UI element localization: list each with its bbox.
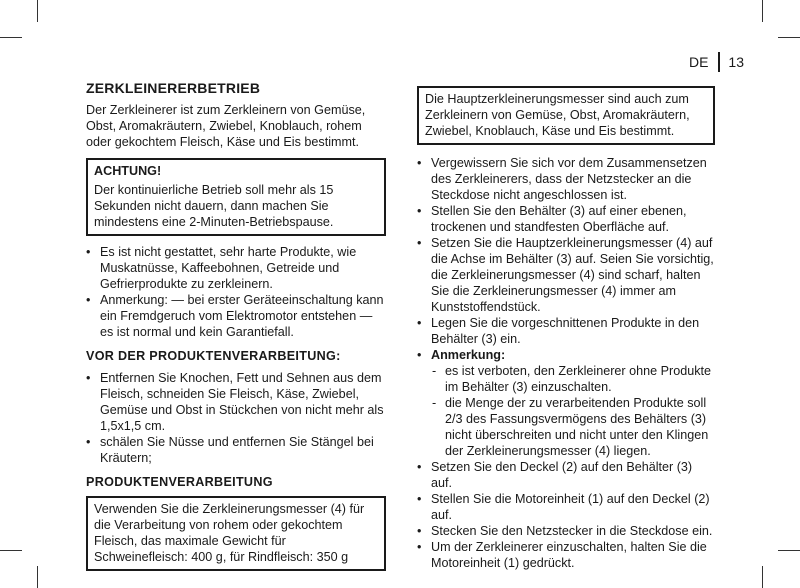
crop-mark [37,566,38,588]
list-item: • Entfernen Sie Knochen, Fett und Sehnen aus dem Fleisch, schneiden Sie Fleisch, Käse, Zwiebel, Gemüse und Obst in Stückchen von nicht mehr als 1,5x1,5 cm. [86,370,386,434]
bullet-list-2 [86,370,386,466]
info-box [86,496,386,571]
list-item: • schälen Sie Nüsse und entfernen Sie Stängel bei Kräutern; [86,434,386,466]
page-number: 13 [728,54,744,70]
section-title: ZERKLEINERERBETRIEB [86,80,261,96]
sub-list-item: - es ist verboten, den Zerkleinerer ohne Produkte im Behälter (3) einzuschalten. [431,363,715,395]
sub-list-item: - die Menge der zu verarbeitenden Produkte soll 2/3 des Fassungsvermögens des Behälters (3) nicht überschreiten und nicht unter den Klingen der Zerkleinerungsmesser (4) liegen. [431,395,715,459]
list-item: • Legen Sie die vorgeschnittenen Produkte in den Behälter (3) ein. [417,315,715,347]
crop-mark [762,566,763,588]
note-label: Anmerkung: [431,348,506,362]
left-column [86,76,386,579]
crop-mark [778,37,800,38]
crop-mark [778,550,800,551]
warning-box [86,158,386,236]
crop-mark [37,0,38,22]
intro-paragraph: Der Zerkleinerer ist zum Zerkleinern von Gemüse, Obst, Aromakräutern, Zwiebel, Knoblauch, rohem oder gekochtem Fleisch, Käse und Eis bestimmt. [86,103,366,149]
page-header [689,52,744,72]
list-item: • Vergewissern Sie sich vor dem Zusammensetzen des Zerkleinerers, dass der Netzstecker an die Steckdose nicht angeschlossen ist. [417,155,715,203]
list-item [417,347,715,459]
list-item: • Stellen Sie den Behälter (3) auf einer ebenen, trockenen und standfesten Oberfläche auf. [417,203,715,235]
header-divider [718,52,720,72]
list-item: • Setzen Sie den Deckel (2) auf den Behälter (3) auf. [417,459,715,491]
list-item: • Um der Zerkleinerer einzuschalten, halten Sie die Motoreinheit (1) gedrückt. [417,539,715,571]
list-item: • Setzen Sie die Hauptzerkleinerungsmesser (4) auf die Achse im Behälter (3) auf. Seien Sie vorsichtig, die Zerkleinerungsmesser (4) sind scharf, halten Sie die Zerkleinerungsmesser (4) immer am Kunststoffendstück. [417,235,715,315]
subheading-preparation: VOR DER PRODUKTENVERARBEITUNG: [86,349,341,363]
info-box [417,86,715,145]
crop-mark [0,550,22,551]
info-box-text: Die Hauptzerkleinerungsmesser sind auch zum Zerkleinern von Gemüse, Obst, Aromakräutern, Zwiebel, Knoblauch, Käse und Eis bestimmt. [425,92,690,138]
subheading-processing: PRODUKTENVERARBEITUNG [86,475,273,489]
crop-mark [762,0,763,22]
list-item: • Es ist nicht gestattet, sehr harte Produkte, wie Muskatnüsse, Kaffeebohnen, Getreide und Gefrierprodukte zu zerkleinern. [86,244,386,292]
crop-mark [0,37,22,38]
list-item: • Anmerkung: — bei erster Geräteeinschaltung kann ein Fremdgeruch vom Elektromotor entstehen — es ist normal und kein Garantiefall. [86,292,386,340]
warning-text: Der kontinuierliche Betrieb soll mehr als 15 Sekunden nicht dauern, dann machen Sie mindestens eine 2-Minuten-Betriebspause. [94,183,334,229]
info-box-text: Verwenden Sie die Zerkleinerungsmesser (4) für die Verarbeitung von rohem oder gekochtem Fleisch, das maximale Gewicht für Schweinefleisch: 400 g, für Rindfleisch: 350 g [94,502,365,564]
right-column [417,86,715,571]
list-item: • Stellen Sie die Motoreinheit (1) auf den Deckel (2) auf. [417,491,715,523]
note-sublist [431,363,715,459]
language-label: DE [688,54,709,70]
bullet-list-1 [86,244,386,340]
warning-title: ACHTUNG! [94,164,162,178]
bullet-list-3 [417,155,715,571]
list-item: • Stecken Sie den Netzstecker in die Steckdose ein. [417,523,715,539]
